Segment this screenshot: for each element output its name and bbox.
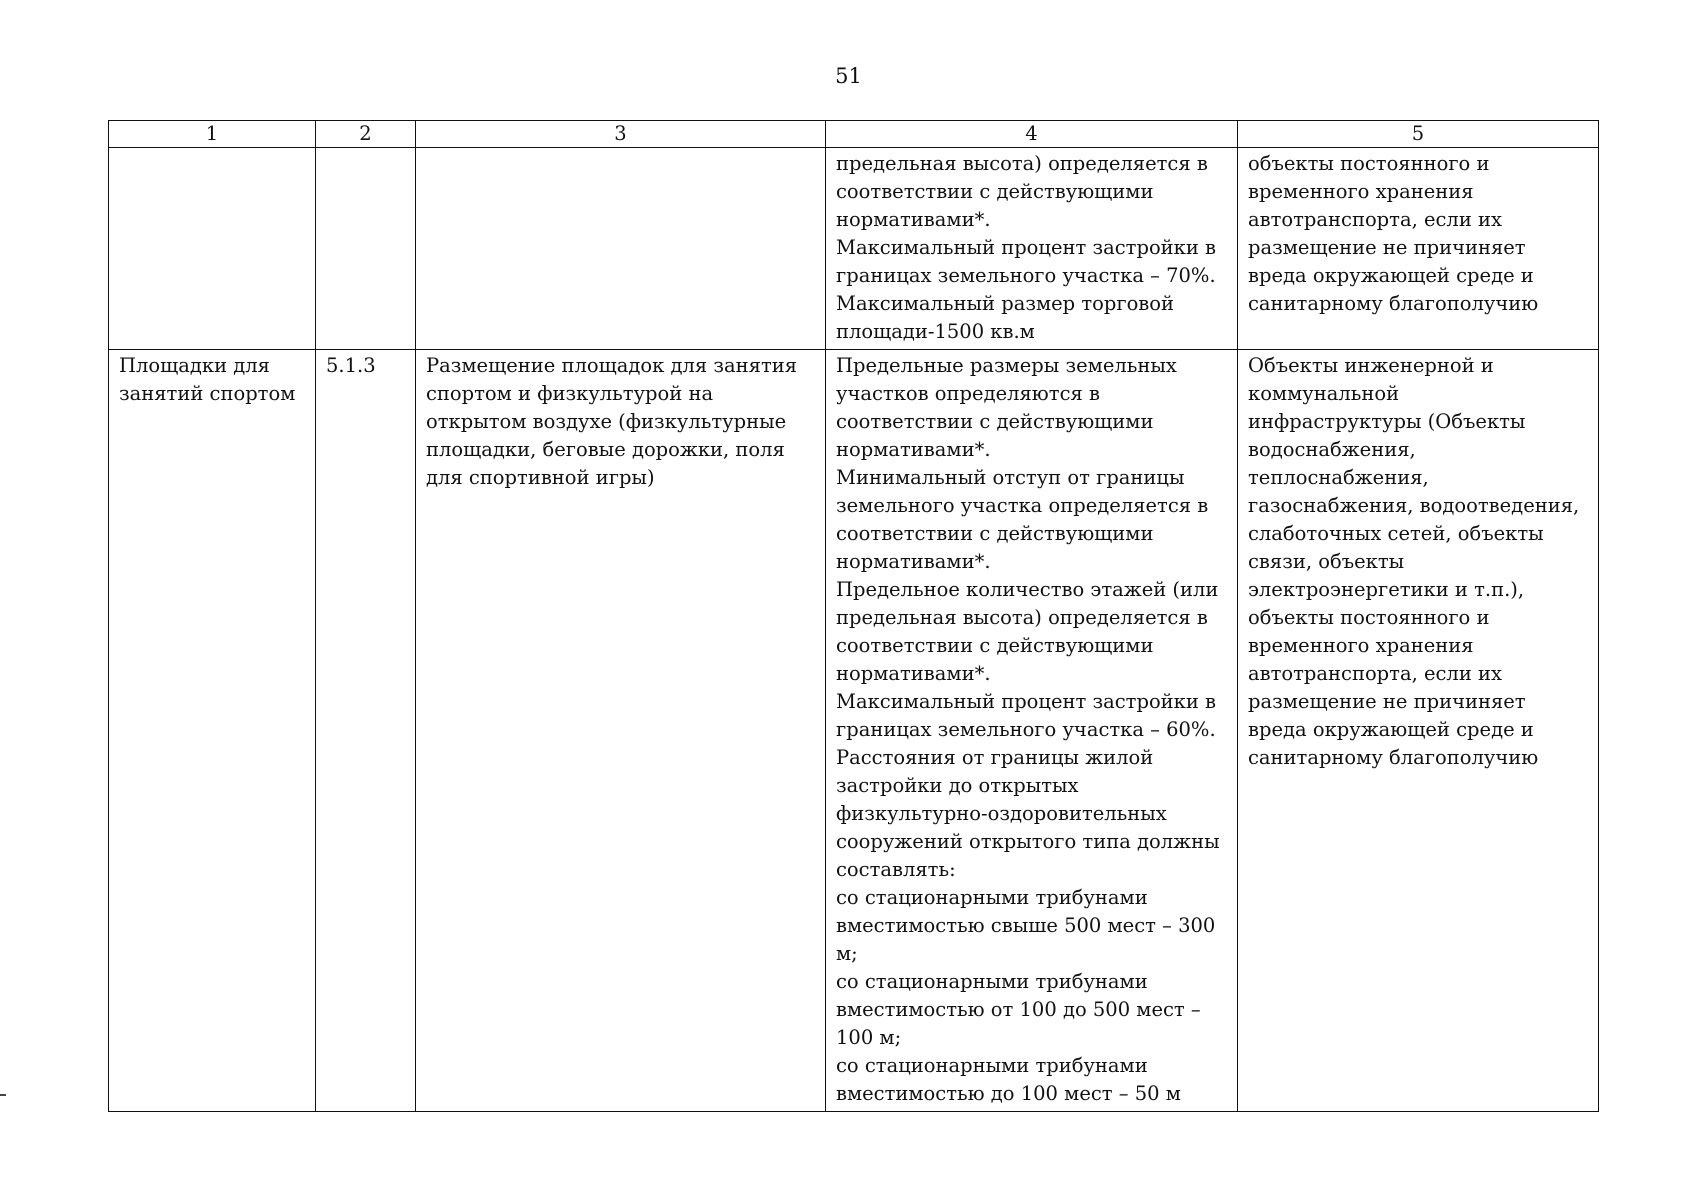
- text-line: Максимальный процент застройки в: [836, 690, 1217, 713]
- text-line: нормативами*.: [836, 438, 991, 461]
- margin-mark: [0, 1094, 6, 1096]
- header-col-4: 4: [826, 121, 1238, 148]
- text-line: соответствии с действующими: [836, 180, 1154, 203]
- text-line: Площадки для: [119, 354, 270, 377]
- text-line: Максимальный процент застройки в: [836, 236, 1217, 259]
- text-line: Максимальный размер торговой: [836, 292, 1175, 315]
- text-line: для спортивной игры): [426, 466, 655, 489]
- text-line: со стационарными трибунами: [836, 1054, 1148, 1077]
- text-line: площадки, беговые дорожки, поля: [426, 438, 785, 461]
- header-col-3: 3: [416, 121, 826, 148]
- text-line: нормативами*.: [836, 662, 991, 685]
- text-line: соответствии с действующими: [836, 634, 1154, 657]
- text-line: соответствии с действующими: [836, 522, 1154, 545]
- text-line: размещение не причиняет: [1248, 236, 1526, 259]
- text-line: Предельные размеры земельных: [836, 354, 1177, 377]
- text-line: м;: [836, 942, 858, 965]
- text-line: со стационарными трибунами: [836, 970, 1148, 993]
- text-line: водоснабжения,: [1248, 438, 1416, 461]
- row2-col5-auxiliary-uses: [1238, 350, 1599, 1112]
- text-line: границах земельного участка – 70%.: [836, 264, 1216, 287]
- row1-col4: [826, 148, 1238, 350]
- row1-col1: [109, 148, 316, 350]
- text-line: размещение не причиняет: [1248, 690, 1526, 713]
- text-line: Объекты инженерной и: [1248, 354, 1494, 377]
- text-line: объекты постоянного и: [1248, 606, 1490, 629]
- text-line: санитарному благополучию: [1248, 292, 1539, 315]
- text-line: Предельное количество этажей (или: [836, 578, 1219, 601]
- text-line: со стационарными трибунами: [836, 886, 1148, 909]
- text-line: площади-1500 кв.м: [836, 320, 1035, 343]
- row2-col1-use-name: [109, 350, 316, 1112]
- text-line: автотранспорта, если их: [1248, 208, 1503, 231]
- text-line: слаботочных сетей, объекты: [1248, 522, 1544, 545]
- text-line: физкультурно-оздоровительных: [836, 802, 1167, 825]
- text-line: теплоснабжения,: [1248, 466, 1429, 489]
- table-row: [109, 148, 1599, 350]
- text-line: Минимальный отступ от границы: [836, 466, 1185, 489]
- text-line: соответствии с действующими: [836, 410, 1154, 433]
- text-line: вместимостью от 100 до 500 мест –: [836, 998, 1201, 1021]
- text-line: автотранспорта, если их: [1248, 662, 1503, 685]
- text-line: спортом и физкультурой на: [426, 382, 714, 405]
- text-line: сооружений открытого типа должны: [836, 830, 1220, 853]
- text-line: Расстояния от границы жилой: [836, 746, 1154, 769]
- text-line: временного хранения: [1248, 634, 1474, 657]
- table-row: [109, 350, 1599, 1112]
- row2-col3-description: [416, 350, 826, 1112]
- text-line: открытом воздухе (физкультурные: [426, 410, 787, 433]
- text-line: Размещение площадок для занятия: [426, 354, 798, 377]
- page-number: 51: [835, 64, 862, 88]
- text-line: нормативами*.: [836, 208, 991, 231]
- text-line: нормативами*.: [836, 550, 991, 573]
- text-line: объекты постоянного и: [1248, 152, 1490, 175]
- text-line: вреда окружающей среде и: [1248, 264, 1534, 287]
- text-line: вреда окружающей среде и: [1248, 718, 1534, 741]
- text-line: коммунальной: [1248, 382, 1400, 405]
- text-line: электроэнергетики и т.п.),: [1248, 578, 1525, 601]
- text-line: занятий спортом: [119, 382, 296, 405]
- text-line: инфраструктуры (Объекты: [1248, 410, 1526, 433]
- text-line: вместимостью до 100 мест – 50 м: [836, 1082, 1181, 1105]
- text-line: вместимостью свыше 500 мест – 300: [836, 914, 1216, 937]
- regulations-table: [108, 120, 1599, 1112]
- row2-col4-parameters: [826, 350, 1238, 1112]
- text-line: участков определяются в: [836, 382, 1100, 405]
- text-line: 100 м;: [836, 1026, 902, 1049]
- text-line: временного хранения: [1248, 180, 1474, 203]
- text-line: границах земельного участка – 60%.: [836, 718, 1216, 741]
- text-line: предельная высота) определяется в: [836, 152, 1208, 175]
- header-row: [109, 121, 1599, 148]
- text-line: земельного участка определяется в: [836, 494, 1209, 517]
- text-line: составлять:: [836, 858, 956, 881]
- text-line: связи, объекты: [1248, 550, 1405, 573]
- row1-col3: [416, 148, 826, 350]
- text-line: газоснабжения, водоотведения,: [1248, 494, 1580, 517]
- header-col-5: 5: [1238, 121, 1599, 148]
- text-line: предельная высота) определяется в: [836, 606, 1208, 629]
- header-col-1: 1: [109, 121, 316, 148]
- row2-col2-code: 5.1.3: [316, 350, 416, 1112]
- row1-col2: [316, 148, 416, 350]
- row1-col5: [1238, 148, 1599, 350]
- text-line: застройки до открытых: [836, 774, 1079, 797]
- text-line: санитарному благополучию: [1248, 746, 1539, 769]
- header-col-2: 2: [316, 121, 416, 148]
